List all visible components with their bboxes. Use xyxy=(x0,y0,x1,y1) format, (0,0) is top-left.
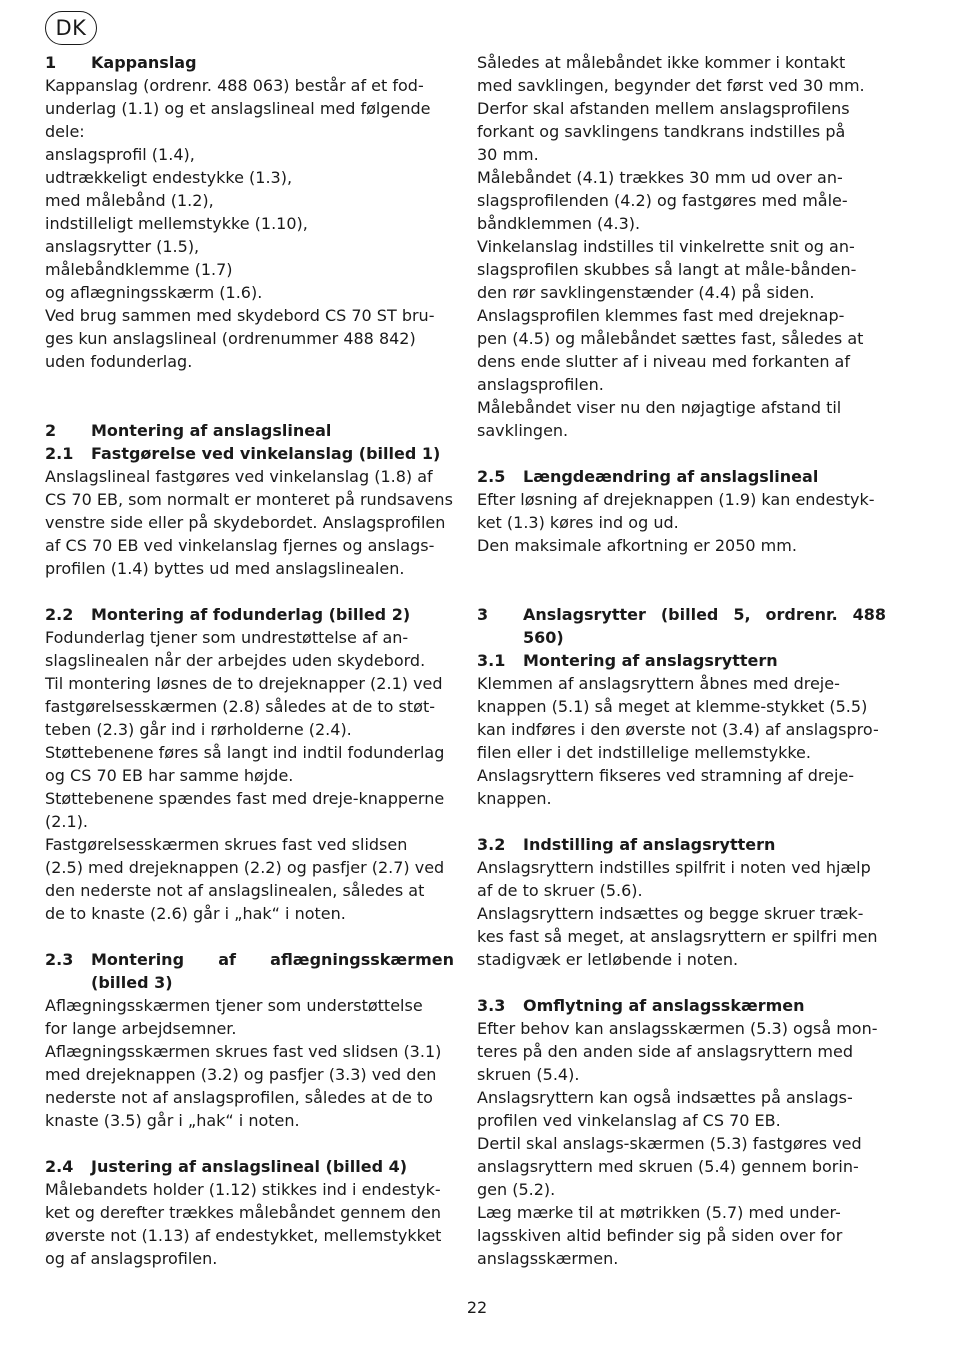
section-2-3-heading: 2.3 Montering af aflægningsskærmen (billed 3) xyxy=(45,950,454,992)
section-2-2-heading: 2.2 Montering af fodunderlag (billed 2) xyxy=(45,605,411,624)
section-3-heading: 3 Anslagsrytter (billed 5, ordrenr. 488 560) xyxy=(477,605,886,647)
section-1-text: Kappanslag (ordrenr. 488 063) består af et fod- underlag (1.1) og et anslagslineal med følgende dele: anslagsprofil (1.4), udtrækkeligt endestykke (1.3), med målebånd (1.2), indstilleligt mellemstykke (1.10), anslagsrytter (1.5), målebåndklemme (1.7) og aflægningsskærm (1.6). Ved brug sammen med skydebord CS 70 ST bru- ges kun anslagslineal (ordrenummer 488 842) uden fodunderlag. xyxy=(45,76,435,371)
section-3-1-heading: 3.1 Montering af anslagsryttern xyxy=(477,651,778,670)
language-badge: DK xyxy=(45,11,97,45)
section-2-heading: 2 Montering af anslagslineal xyxy=(45,421,332,440)
section-2-2-text: Fodunderlag tjener som undrestøttelse af an- slagslinealen når der arbejdes uden skydebord. Til montering løsnes de to drejeknapper (2.1) ved fastgørelsesskærmen (2.8) således at de to støt- teben (2.3) går ind i rørholderne (2.4). Støttebenene føres så langt ind indtil fodunderlag og CS 70 EB har samme højde. Støttebenene spændes fast med dreje-knapperne (2.1). Fastgørelsesskærmen skrues fast ved slidsen (2.5) med drejeknappen (2.2) og pasfjer (2.7) ved den nederste not af anslagslinealen, således at de to knaste (2.6) går i „hak“ i noten. xyxy=(45,628,445,923)
section-2-4-continued-text: Således at målebåndet ikke kommer i kontakt med savklingen, begynder det først ved 30 mm. Derfor skal afstanden mellem anslagsprofilens forkant og savklingens tandkrans indstilles på 30 mm. Målebåndet (4.1) trækkes 30 mm ud over an- slagsprofilenden (4.2) og fastgøres med måle- båndklemmen (4.3). Vinkelanslag indstilles til vinkelrette snit og an- slagsprofilen skubbes så langt at måle-bånden- den rør savklingenstænder (4.4) på siden. Anslagsprofilen klemmes fast med drejeknap- pen (4.5) og målebåndet sættes fast, således at dens ende slutter af i niveau med forkanten af anslagsprofilen. Målebåndet viser nu den nøjagtige afstand til savklingen. xyxy=(477,53,865,440)
section-1-heading: 1 Kappanslag xyxy=(45,53,197,72)
section-2-3-text: Aflægningsskærmen tjener som understøttelse for lange arbejdsemner. Aflægningsskærmen skrues fast ved slidsen (3.1) med drejeknappen (3.2) og pasfjer (3.3) ved den nederste not af anslagsprofilen, således at de to knaste (3.5) går i „hak“ i noten. xyxy=(45,996,442,1130)
left-column xyxy=(45,51,454,1270)
section-2-5-heading: 2.5 Længdeændring af anslagslineal xyxy=(477,467,819,486)
section-2-4-text: Målebandets holder (1.12) stikkes ind i endestyk- ket og derefter trækkes målebåndet gennem den øverste not (1.13) af endestykket, mellemstykket og af anslagsprofilen. xyxy=(45,1180,442,1268)
section-2-5-text: Efter løsning af drejeknappen (1.9) kan endestyk- ket (1.3) køres ind og ud. Den maksimale afkortning er 2050 mm. xyxy=(477,490,875,555)
section-3-2-text: Anslagsryttern indstilles spilfrit i noten ved hjælp af de to skruer (5.6). Anslagsryttern indsættes og begge skruer træk- kes fast så meget, at anslagsryttern er spilfri men stadigvæk er letløbende i noten. xyxy=(477,858,878,969)
section-3-3-text: Efter behov kan anslagsskærmen (5.3) også mon- teres på den anden side af anslagsryttern med skruen (5.4). Anslagsryttern kan også indsættes på anslags- profilen ved vinkelanslag af CS 70 EB. Dertil skal anslags-skærmen (5.3) fastgøres ved anslagsryttern med skruen (5.4) gennem borin- gen (5.2). Læg mærke til at møtrikken (5.7) med under- lagsskiven altid befinder sig på siden over for anslagsskærmen. xyxy=(477,1019,878,1268)
section-3-2-heading: 3.2 Indstilling af anslagsryttern xyxy=(477,835,776,854)
right-column xyxy=(477,51,886,1270)
section-2-1-text: Anslagslineal fastgøres ved vinkelanslag (1.8) af CS 70 EB, som normalt er monteret på rundsavens venstre side eller på skydebordet. Anslagsprofilen af CS 70 EB ved vinkelanslag fjernes og anslags- profilen (1.4) byttes ud med anslagslinealen. xyxy=(45,467,453,578)
section-3-3-heading: 3.3 Omflytning af anslagsskærmen xyxy=(477,996,805,1015)
section-2-4-heading: 2.4 Justering af anslagslineal (billed 4) xyxy=(45,1157,408,1176)
section-2-1-heading: 2.1 Fastgørelse ved vinkelanslag (billed 1) xyxy=(45,444,441,463)
page-number: 22 xyxy=(466,1298,488,1317)
section-3-1-text: Klemmen af anslagsryttern åbnes med dreje- knappen (5.1) så meget at klemme-stykket (5.5) kan indføres i den øverste not (3.4) af anslagspro- filen eller i det indstillelige mellemstykke. Anslagsryttern fikseres ved stramning af dreje- knappen. xyxy=(477,674,879,808)
